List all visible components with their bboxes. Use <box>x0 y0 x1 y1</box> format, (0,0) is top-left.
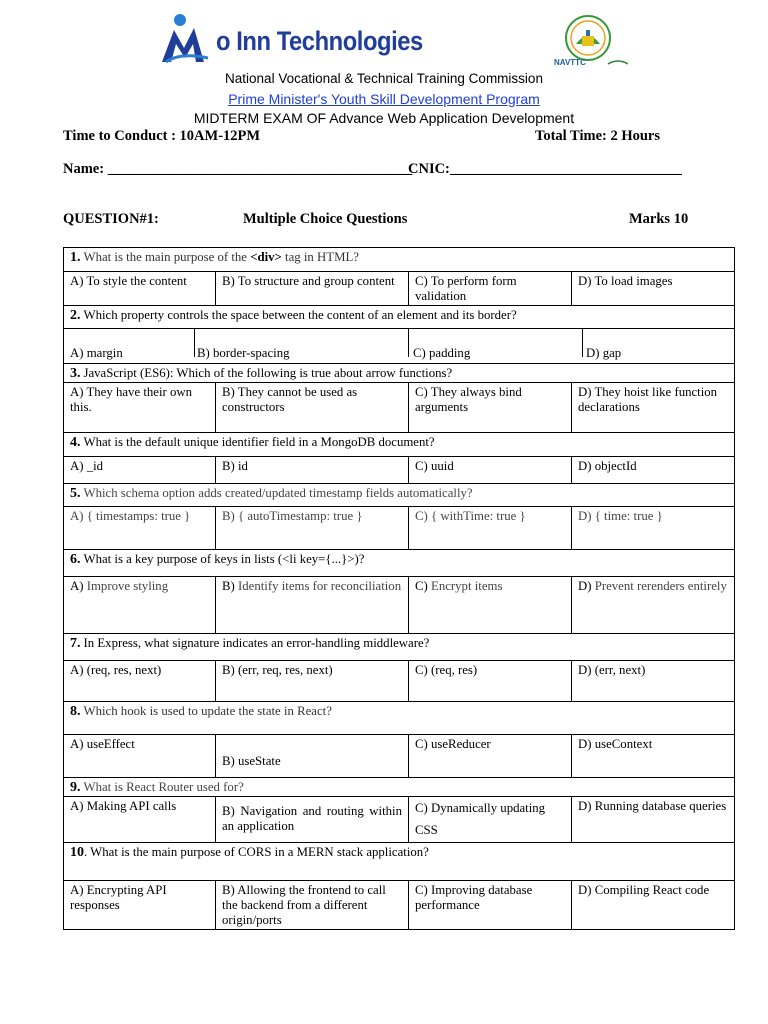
options-row <box>64 797 735 843</box>
time-to-conduct: Time to Conduct : 10AM-12PM <box>63 128 261 144</box>
question-text <box>64 843 735 881</box>
option-d: D) objectId <box>572 457 735 484</box>
question-text <box>64 484 735 507</box>
option-c: C) They always bind arguments <box>409 383 572 433</box>
option-a: A) To style the content <box>64 272 216 306</box>
option-a: A) useEffect <box>64 735 216 778</box>
exam-title: MIDTERM EXAM OF Advance Web Application Development <box>193 110 575 126</box>
question-title: Multiple Choice Questions <box>243 211 408 227</box>
option-c: C) { withTime: true } <box>409 507 572 550</box>
option-a: A) Encrypting API responses <box>64 881 216 930</box>
option-a: A) Making API calls <box>64 797 216 843</box>
options-cell <box>64 329 735 364</box>
navttc-logo <box>548 14 632 70</box>
option-b: B) (err, req, res, next) <box>216 661 409 702</box>
option-c: C) uuid <box>409 457 572 484</box>
option-c: C) Dynamically updating CSS <box>409 797 572 843</box>
question-row <box>64 433 735 457</box>
option-b: B) Allowing the frontend to call the backend from a different origin/ports <box>216 881 409 930</box>
option-c: C) padding <box>413 346 471 360</box>
option-b: B) id <box>216 457 409 484</box>
option-b: B) border-spacing <box>197 346 290 360</box>
option-d: D) gap <box>586 346 622 360</box>
name-field: Name: __________________________________________ <box>63 161 413 177</box>
option-b <box>216 577 409 634</box>
option-a: A) _id <box>64 457 216 484</box>
option-a: A) (req, res, next) <box>64 661 216 702</box>
question-text-part: Which hook is used to update the state in React? <box>83 704 332 718</box>
mo-inn-logo-text: o Inn Technologies <box>216 26 423 56</box>
total-time: Total Time: 2 Hours <box>535 128 661 144</box>
options-row <box>64 383 735 433</box>
question-text-part: tag in HTML? <box>281 250 359 264</box>
options-row <box>64 329 735 364</box>
option-d: D) useContext <box>572 735 735 778</box>
question-text <box>64 702 735 735</box>
mo-inn-logo-icon <box>160 12 220 68</box>
question-text-part: What is the default unique identifier field in a MongoDB document? <box>83 435 435 449</box>
option-b: B) To structure and group content <box>216 272 409 306</box>
question-text-part: What is the main purpose of the <box>83 250 251 264</box>
options-row <box>64 507 735 550</box>
question-number: 6. <box>70 552 81 567</box>
options-strip <box>64 329 734 363</box>
option-d: D) Compiling React code <box>572 881 735 930</box>
mcq-table <box>63 247 735 930</box>
question-row <box>64 248 735 272</box>
question-row <box>64 484 735 507</box>
option-text: Identify items for reconciliation <box>238 579 402 593</box>
program-name: Prime Minister's Youth Skill Development Program <box>228 91 540 107</box>
option-c <box>409 577 572 634</box>
question-text-part: Which property controls the space between the content of an element and its border? <box>83 308 517 322</box>
option-c: C) Improving database performance <box>409 881 572 930</box>
option-d: D) To load images <box>572 272 735 306</box>
question-text-part: . What is the main purpose of CORS in a MERN stack application? <box>84 845 429 859</box>
option-a: A) They have their own this. <box>64 383 216 433</box>
options-row <box>64 457 735 484</box>
question-row <box>64 634 735 661</box>
question-number: 3. <box>70 366 81 381</box>
option-b: B) { autoTimestamp: true } <box>216 507 409 550</box>
option-b: B) useState <box>216 735 409 778</box>
options-row <box>64 735 735 778</box>
question-number: 10 <box>70 845 84 860</box>
option-text: Encrypt items <box>431 579 503 593</box>
question-text <box>64 433 735 457</box>
option-a: A) { timestamps: true } <box>64 507 216 550</box>
question-number: 1. <box>70 250 81 265</box>
question-row <box>64 306 735 329</box>
option-divider <box>408 329 409 357</box>
question-label: QUESTION#1: <box>63 211 159 227</box>
option-a: A) margin <box>70 346 123 360</box>
options-row <box>64 577 735 634</box>
option-letter: B) <box>222 579 238 593</box>
option-d: D) They hoist like function declarations <box>572 383 735 433</box>
question-row <box>64 364 735 383</box>
navttc-logo-text: NAVTTC <box>554 58 586 67</box>
option-b: B) Navigation and routing within an application <box>216 797 409 843</box>
option-divider <box>582 329 583 357</box>
question-text-part: What is React Router used for? <box>83 780 244 794</box>
option-d: D) Running database queries <box>572 797 735 843</box>
question-row <box>64 702 735 735</box>
question-text <box>64 778 735 797</box>
question-number: 9. <box>70 780 81 795</box>
option-b: B) They cannot be used as constructors <box>216 383 409 433</box>
question-text <box>64 634 735 661</box>
question-number: 4. <box>70 435 81 450</box>
question-row <box>64 550 735 577</box>
option-letter: D) <box>578 579 595 593</box>
question-text-part: In Express, what signature indicates an error-handling middleware? <box>83 636 430 650</box>
mo-inn-logo <box>160 12 423 68</box>
question-text <box>64 364 735 383</box>
option-c: C) useReducer <box>409 735 572 778</box>
question-text-part: What is a key purpose of keys in lists (<li key={...}>)? <box>83 552 365 566</box>
cnic-field: CNIC:________________________________ <box>408 161 682 177</box>
option-a <box>64 577 216 634</box>
commission-name: National Vocational & Technical Training Commission <box>225 71 543 86</box>
marks-label: Marks 10 <box>629 211 689 227</box>
option-d: D) { time: true } <box>572 507 735 550</box>
question-text <box>64 550 735 577</box>
question-number: 5. <box>70 486 81 501</box>
option-letter: A) <box>70 579 87 593</box>
options-row <box>64 661 735 702</box>
option-divider <box>194 329 195 357</box>
question-row <box>64 778 735 797</box>
option-d: D) (err, next) <box>572 661 735 702</box>
option-c: C) (req, res) <box>409 661 572 702</box>
question-number: 2. <box>70 308 81 323</box>
question-text-part: JavaScript (ES6): Which of the following is true about arrow functions? <box>83 366 453 380</box>
option-text: Improve styling <box>86 579 169 593</box>
question-text-part: Which schema option adds created/updated timestamp fields automatically? <box>83 486 473 500</box>
options-row <box>64 272 735 306</box>
question-text <box>64 306 735 329</box>
question-text-bold: <div> <box>250 250 282 264</box>
question-number: 7. <box>70 636 81 651</box>
options-row <box>64 881 735 930</box>
option-text: Prevent rerenders entirely <box>594 579 727 593</box>
question-text <box>64 248 735 272</box>
option-d <box>572 577 735 634</box>
question-number: 8. <box>70 704 81 719</box>
option-letter: C) <box>415 579 431 593</box>
option-c: C) To perform form validation <box>409 272 572 306</box>
question-row <box>64 843 735 881</box>
